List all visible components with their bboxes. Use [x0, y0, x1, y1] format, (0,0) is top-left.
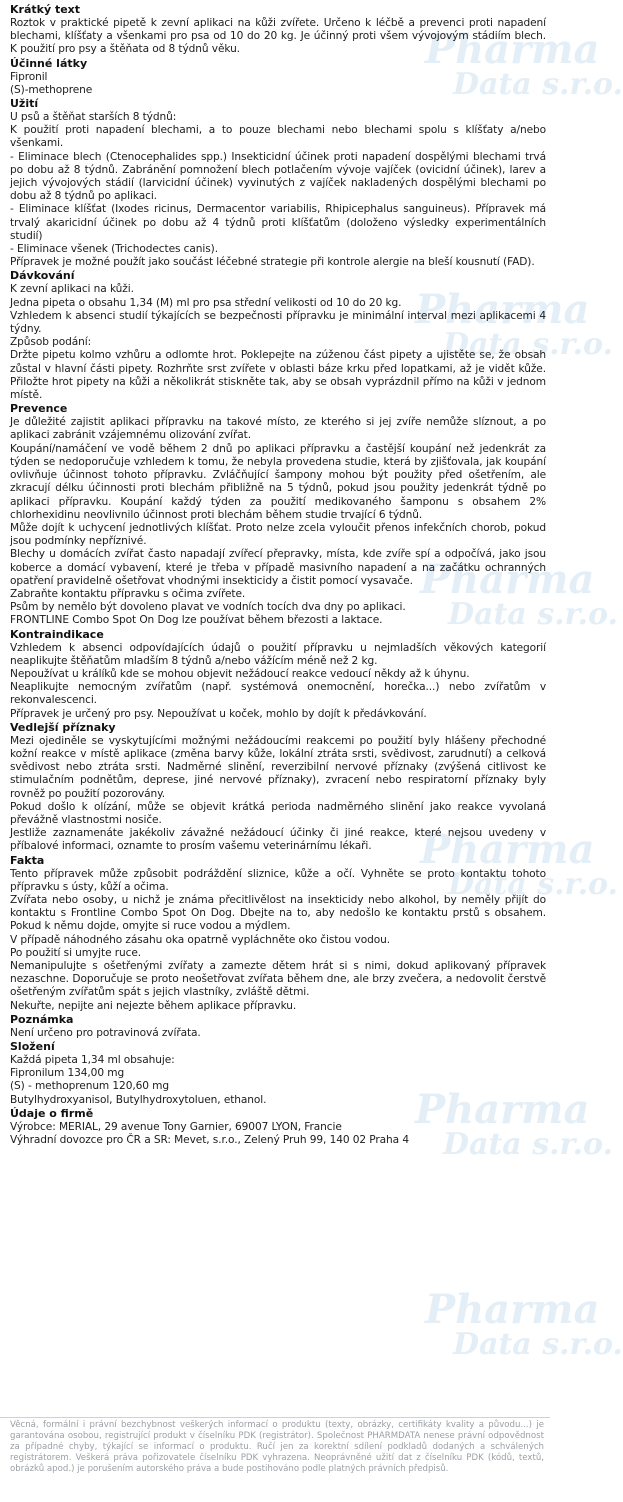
paragraph: Nemanipulujte s ošetřenými zvířaty a zamezte dětem hrát si s nimi, dokud aplikovaný přípravek nezaschne. Doporučuje se proto neošetřovat zvířata během dne, ale brzy zvečera, a nedovolit čerstvě ošetřeným zvířatům spát s jejich vlastníky, zvláště dětmi. — [10, 960, 546, 999]
watermark-line: Data s.r.o. — [453, 67, 623, 102]
paragraph: Vzhledem k absenci studií týkajících se bezpečnosti přípravku je minimální interval mezi aplikacemi 4 týdny. — [10, 309, 546, 336]
paragraph: Nepoužívat u králíků kde se mohou objevit nežádoucí reakce vedoucí někdy až k úhynu. — [10, 667, 470, 680]
paragraph: Fipronil — [10, 70, 48, 83]
paragraph: Každá pipeta 1,34 ml obsahuje: — [10, 1054, 175, 1067]
section — [10, 1040, 546, 1107]
paragraph: Držte pipetu kolmo vzhůru a odlomte hrot. Poklepejte na zúženou část pipety a ujistěte se, že obsah zůstal v hlavní části pipety. Rozhrňte srst zvířete v oblasti báze krku před lopatkami, až je vidět kůže. Přiložte hrot pipety na kůži a několikrát stiskněte tak, aby se obsah vyprázdnil přímo na kůži v jednom místě. — [10, 349, 546, 402]
paragraph: (S) - methoprenum 120,60 mg — [10, 1080, 169, 1093]
paragraph: Psům by nemělo být dovoleno plavat ve vodních tocích dva dny po aplikaci. — [10, 601, 406, 614]
paragraph: K použití proti napadení blechami, a to pouze blechami nebo blechami spolu s klíšťaty a/nebo všenkami. — [10, 124, 546, 150]
section-body — [10, 1027, 546, 1040]
paragraph: Výhradní dovozce pro ČR a SR: Mevet, s.r.o., Zelený Pruh 99, 140 02 Praha 4 — [10, 1134, 409, 1147]
section-heading: Kontraindikace — [10, 627, 104, 641]
section-heading: Účinné látky — [10, 56, 88, 70]
section-heading: Fakta — [10, 853, 45, 867]
paragraph: Zvířata nebo osoby, u nichž je známa přecitlivělost na insekticidy nebo alkohol, by neměly přijít do kontaktu s Frontline Combo Spot On Dog. Dbejte na to, aby nedošlo ke kontaktu prstů s obsahem. Pokud k němu dojde, omyjte si ruce vodou a mýdlem. — [10, 893, 546, 933]
section-body — [10, 416, 546, 627]
watermark-logo — [425, 1286, 623, 1362]
paragraph: Jedna pipeta o obsahu 1,34 (M) ml pro psa střední velikosti od 10 do 20 kg. — [10, 296, 402, 309]
paragraph: Roztok v praktické pipetě k zevní aplikaci na kůži zvířete. Určeno k léčbě a prevenci proti napadení blechami, klíšťaty a všenkami pro psa od 10 do 20 kg. Je účinný proti všem vývojovým stádiím blech. K použití pro psy a štěňata od 8 týdnů věku. — [10, 17, 546, 56]
section-body — [10, 1054, 546, 1107]
watermark-line: Data s.r.o. — [448, 867, 618, 902]
watermark-line: Pharma — [420, 556, 595, 603]
section — [10, 402, 546, 627]
section — [10, 57, 546, 97]
paragraph: U psů a štěňat starších 8 týdnů: — [10, 111, 177, 124]
section-heading: Prevence — [10, 402, 68, 416]
watermark-line: Pharma — [415, 1086, 590, 1133]
section-body — [10, 1121, 546, 1147]
watermark-line: Data s.r.o. — [448, 597, 618, 632]
section — [10, 1013, 546, 1040]
paragraph: Přípravek je možné použít jako součást léčebné strategie při kontrole alergie na bleší kousnutí (FAD). — [10, 256, 535, 269]
watermark-line: Pharma — [415, 286, 590, 333]
section — [10, 269, 546, 402]
paragraph: Zabraňte kontaktu přípravku s očima zvířete. — [10, 587, 246, 600]
watermark-line: Data s.r.o. — [453, 1327, 623, 1362]
paragraph: Vzhledem k absenci odpovídajících údajů o použití přípravku u nejmladších věkových kategorií neaplikujte štěňatům mladším 8 týdnů a/nebo vážícím méně než 2 kg. — [10, 641, 546, 667]
paragraph: FRONTLINE Combo Spot On Dog lze používat během březosti a laktace. — [10, 614, 383, 627]
paragraph: - Eliminace blech (Ctenocephalides spp.) Insekticidní účinek proti napadení dospělými blechami trvá po dobu až 8 týdnů. Zabránění pomnožení blech potlačením vývoje vajíček (ovicidní účinek), larev a jejich vývojových stádií (larvicidní účinek) vyvinutých z vajíček nakladených dospělými blechami po dobu až 8 týdnů po aplikaci. — [10, 150, 546, 203]
legal-disclaimer — [0, 1417, 550, 1502]
section-body — [10, 642, 546, 721]
watermark-line: Pharma — [425, 26, 600, 73]
section — [10, 3, 546, 57]
watermark-line: Pharma — [420, 826, 595, 873]
section-body — [10, 735, 546, 854]
paragraph: Výrobce: MERIAL, 29 avenue Tony Garnier, 69007 LYON, Francie — [10, 1120, 342, 1133]
section — [10, 97, 546, 269]
paragraph: Koupání/namáčení ve vodě během 2 dnů po aplikaci přípravku a častější koupání než jedenkrát za týden se nedoporučuje vzhledem k tomu, že nebyla provedena studie, která by zjišťovala, jak koupání ovlivňuje účinnost tohoto přípravku. Zvláčňující šampony mohou být použity před ošetřením, ale zkracují délku účinnosti proti blechám přibližně na 5 týdnů, pokud jsou použity jedenkrát týdně po aplikaci přípravku. Koupání každý týden za použití medikovaného šamponu s obsahem 2% chlorhexidinu neovlivnilo účinnost proti blechám během studie trvající 6 týdnů. — [10, 442, 546, 521]
paragraph: V případě náhodného zásahu oka opatrně vypláchněte oko čistou vodou. — [10, 933, 390, 946]
paragraph: Nekuřte, nepijte ani nejezte během aplikace přípravku. — [10, 999, 297, 1012]
paragraph: - Eliminace klíšťat (Ixodes ricinus, Dermacentor variabilis, Rhipicephalus sanguineus). Přípravek má trvalý akaricidní účinek po dobu až 4 týdnů proti klíšťatům (doloženo výsledky experimentálních studií) — [10, 203, 546, 242]
paragraph: Neaplikujte nemocným zvířatům (např. systémová onemocnění, horečka...) nebo zvířatům v rekonvalescenci. — [10, 681, 546, 707]
section-heading: Krátký text — [10, 3, 81, 16]
watermark-line: Pharma — [425, 1286, 600, 1333]
paragraph: - Eliminace všenek (Trichodectes canis). — [10, 243, 218, 256]
section — [10, 628, 546, 721]
paragraph: Mezi ojediněle se vyskytujícími možnými nežádoucími reakcemi po použití byly hlášeny přechodné kožní reakce v místě aplikace (změna barvy kůže, lokální ztráta srsti, svědivost, zarudnutí) a celková svědivost nebo ztráta srsti. Nadměrné slinění, reverzibilní nervové příznaky (zvýšená citlivost ke stimulačním podnětům, deprese, jiné nervové příznaky), zvracení nebo respiratorní příznaky byly rovněž po použití pozorovány. — [10, 734, 546, 800]
section — [10, 1107, 546, 1147]
watermark-line: Data s.r.o. — [443, 1127, 613, 1162]
paragraph: Jestliže zaznamenáte jakékoliv závažné nežádoucí účinky či jiné reakce, které nejsou uvedeny v příbalové informaci, oznamte to prosím vašemu veterinárnímu lékaři. — [10, 827, 546, 853]
section-heading: Dávkování — [10, 269, 75, 283]
section-heading: Poznámka — [10, 1012, 74, 1026]
section — [10, 721, 546, 854]
paragraph: Butylhydroxyanisol, Butylhydroxytoluen, ethanol. — [10, 1093, 267, 1106]
paragraph: Pokud došlo k olízání, může se objevit krátká perioda nadměrného slinění jako reakce vyvolaná převážně vlastnostmi nosiče. — [10, 800, 546, 826]
section-body — [10, 868, 546, 1013]
paragraph: (S)-methoprene — [10, 83, 93, 96]
section-body — [10, 17, 546, 57]
watermark-line: Data s.r.o. — [443, 327, 613, 362]
paragraph: Tento přípravek může způsobit podráždění sliznice, kůže a očí. Vyhněte se proto kontaktu tohoto přípravku s ústy, kůží a očima. — [10, 867, 546, 893]
paragraph: Blechy u domácích zvířat často napadají zvířecí přepravky, místa, kde zvíře spí a odpočívá, jako jsou koberce a domácí vybavení, které je třeba v případě masivního napadení a na začátku ochranných opatření pravidelně ošetřovat vhodnými insekticidy a čistit pomocí vysavače. — [10, 548, 546, 587]
section-heading: Vedlejší příznaky — [10, 720, 116, 734]
paragraph: Přípravek je určený pro psy. Nepoužívat u koček, mohlo by dojít k předávkování. — [10, 707, 427, 720]
paragraph: K zevní aplikaci na kůži. — [10, 283, 134, 296]
section-body — [10, 71, 546, 97]
section-body — [10, 283, 546, 402]
paragraph: Fipronilum 134,00 mg — [10, 1067, 125, 1080]
section-heading: Užití — [10, 97, 39, 111]
paragraph: Způsob podání: — [10, 336, 92, 349]
disclaimer-text: Věcná, formální i právní bezchybnost veškerých informací o produktu (texty, obrázky, certifikáty kvality a původu...) je garantována osobou, registrující produkt v číselníku PDK (registrátor). Společnost PHARMDATA nenese právní odpovědnost za případné chyby, týkající se informací o produktu. Ručí jen za korektní sdílení podkladů dodaných a schválených registrátorem. Veškerá práva pořizovatele číselníku PDK vyhrazena. Neoprávněné užití dat z číselníku PDK (kódů, textů, obrázků apod.) je porušením autorského práva a bude postihováno podle platných právních předpisů. — [10, 1420, 544, 1474]
section-heading: Složení — [10, 1040, 55, 1054]
section-body — [10, 111, 546, 269]
paragraph: Může dojít k uchycení jednotlivých klíšťat. Proto nelze zcela vyloučit přenos infekčních chorob, pokud jsou podmínky nepříznivé. — [10, 521, 546, 548]
paragraph: Po použití si umyjte ruce. — [10, 946, 142, 959]
section-heading: Údaje o firmě — [10, 1106, 94, 1120]
paragraph: Je důležité zajistit aplikaci přípravku na takové místo, ze kterého si jej zvíře nemůže slíznout, a po aplikaci zabránit vzájemnému olizování zvířat. — [10, 416, 546, 442]
paragraph: Není určeno pro potravinová zvířata. — [10, 1026, 201, 1039]
section — [10, 854, 546, 1013]
